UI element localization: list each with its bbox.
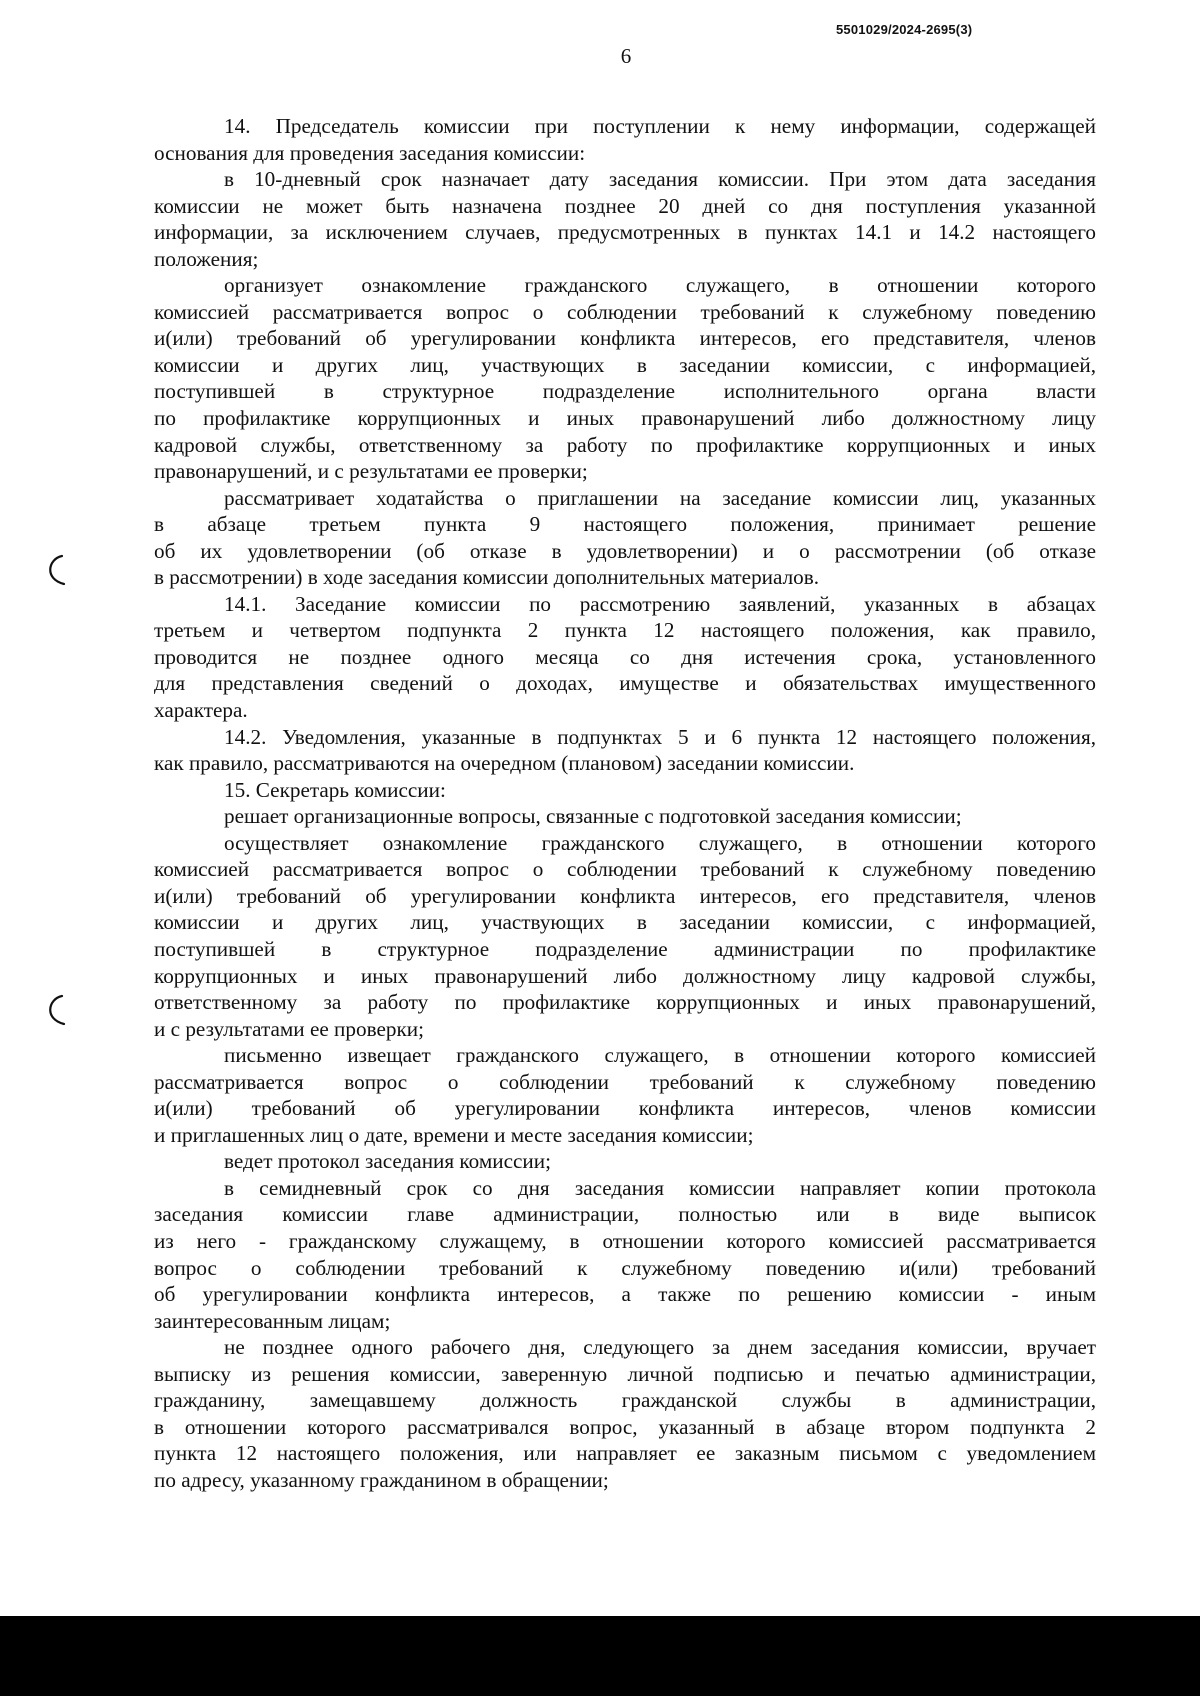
- text-line: осуществляет ознакомление гражданского служащего, в отношении которого: [224, 830, 1096, 855]
- margin-bracket-mark: [40, 993, 68, 1027]
- text-line: комиссии не может быть назначена позднее 20 дней со дня поступления указанной: [154, 193, 1096, 218]
- text-line: комиссии и других лиц, участвующих в заседании комиссии, с информацией,: [154, 352, 1096, 377]
- text-line: 14. Председатель комиссии при поступлении к нему информации, содержащей: [224, 114, 1096, 138]
- paragraph: [154, 1175, 1096, 1334]
- paragraph: [154, 803, 1096, 830]
- text-line: поступившей в структурное подразделение исполнительного органа власти: [154, 379, 1096, 404]
- text-line: и с результатами ее проверки;: [154, 1016, 424, 1041]
- paragraph: [154, 272, 1096, 484]
- text-line: ответственному за работу по профилактике коррупционных и иных правонарушений,: [154, 990, 1096, 1015]
- text-line: в отношении которого рассматривался вопрос, указанный в абзаце втором подпункта 2: [154, 1414, 1096, 1439]
- text-line: об их удовлетворении (об отказе в удовлетворении) и о рассмотрении (об отказе: [154, 538, 1096, 563]
- text-line: информации, за исключением случаев, предусмотренных в пунктах 14.1 и 14.2 настоящего: [154, 220, 1096, 245]
- text-line: вопрос о соблюдении требований к служебному поведению и(или) требований: [154, 1255, 1096, 1280]
- text-line: комиссией рассматривается вопрос о соблюдении требований к служебному поведению: [154, 857, 1096, 882]
- text-line: в семидневный срок со дня заседания комиссии направляет копии протокола: [224, 1175, 1096, 1200]
- text-line: правонарушений, и с результатами ее проверки;: [154, 459, 588, 484]
- text-line: и(или) требований об урегулировании конфликта интересов, членов комиссии: [154, 1096, 1096, 1121]
- paragraph: [154, 113, 1096, 166]
- text-line: организует ознакомление гражданского служащего, в отношении которого: [224, 273, 1096, 298]
- text-line: пункта 12 настоящего положения, или направляет ее заказным письмом с уведомлением: [154, 1441, 1096, 1466]
- paragraph: [154, 777, 1096, 804]
- text-line: комиссией рассматривается вопрос о соблюдении требований к служебному поведению: [154, 299, 1096, 324]
- text-line: заинтересованным лицам;: [154, 1308, 391, 1333]
- paragraph: [154, 1334, 1096, 1493]
- page-number: 6: [620, 44, 632, 68]
- text-line: рассматривается вопрос о соблюдении требований к служебному поведению: [154, 1069, 1096, 1094]
- text-line: характера.: [154, 698, 248, 723]
- document-body: [154, 113, 1096, 1493]
- text-line: гражданину, замещавшему должность гражданской службы в администрации,: [154, 1388, 1096, 1413]
- paragraph: [154, 830, 1096, 1042]
- text-line: 14.2. Уведомления, указанные в подпунктах 5 и 6 пункта 12 настоящего положения,: [224, 724, 1096, 749]
- text-line: рассматривает ходатайства о приглашении на заседание комиссии лиц, указанных: [224, 485, 1096, 510]
- scan-border: [0, 1616, 1200, 1696]
- text-line: и(или) требований об урегулировании конфликта интересов, его представителя, членов: [154, 883, 1096, 908]
- text-line: комиссии и других лиц, участвующих в заседании комиссии, с информацией,: [154, 910, 1096, 935]
- paragraph: [154, 1148, 1096, 1175]
- text-line: решает организационные вопросы, связанные с подготовкой заседания комиссии;: [224, 804, 962, 829]
- paragraph: [154, 166, 1096, 272]
- text-line: в рассмотрении) в ходе заседания комиссии дополнительных материалов.: [154, 565, 820, 590]
- text-line: об урегулировании конфликта интересов, а также по решению комиссии - иным: [154, 1282, 1096, 1307]
- text-line: основания для проведения заседания комиссии:: [154, 140, 586, 165]
- text-line: по адресу, указанному гражданином в обращении;: [154, 1467, 609, 1492]
- paragraph: [154, 591, 1096, 724]
- text-line: 15. Секретарь комиссии:: [224, 777, 446, 802]
- paragraph: [154, 1042, 1096, 1148]
- text-line: поступившей в структурное подразделение администрации по профилактике: [154, 936, 1096, 961]
- text-line: выписку из решения комиссии, заверенную личной подписью и печатью администрации,: [154, 1361, 1096, 1386]
- text-line: и(или) требований об урегулировании конфликта интересов, его представителя, членов: [154, 326, 1096, 351]
- text-line: не позднее одного рабочего дня, следующего за днем заседания комиссии, вручает: [224, 1335, 1096, 1360]
- text-line: в абзаце третьем пункта 9 настоящего положения, принимает решение: [154, 512, 1096, 537]
- text-line: по профилактике коррупционных и иных правонарушений либо должностному лицу: [154, 406, 1096, 431]
- text-line: коррупционных и иных правонарушений либо должностному лицу кадровой службы,: [154, 963, 1096, 988]
- text-line: письменно извещает гражданского служащего, в отношении которого комиссией: [224, 1043, 1096, 1068]
- text-line: для представления сведений о доходах, имуществе и обязательствах имущественного: [154, 671, 1096, 696]
- text-line: как правило, рассматриваются на очередном (плановом) заседании комиссии.: [154, 751, 855, 776]
- text-line: проводится не позднее одного месяца со дня истечения срока, установленного: [154, 644, 1096, 669]
- paragraph: [154, 485, 1096, 591]
- text-line: кадровой службы, ответственному за работу по профилактике коррупционных и иных: [154, 432, 1096, 457]
- text-line: третьем и четвертом подпункта 2 пункта 12 настоящего положения, как правило,: [154, 618, 1096, 643]
- text-line: заседания комиссии главе администрации, полностью или в виде выписок: [154, 1202, 1096, 1227]
- document-number: 5501029/2024-2695(3): [836, 22, 973, 37]
- text-line: положения;: [154, 246, 259, 271]
- text-line: 14.1. Заседание комиссии по рассмотрению заявлений, указанных в абзацах: [224, 591, 1096, 616]
- margin-bracket-mark: [40, 553, 68, 587]
- paragraph: [154, 724, 1096, 777]
- text-line: в 10-дневный срок назначает дату заседания комиссии. При этом дата заседания: [224, 167, 1096, 192]
- text-line: из него - гражданскому служащему, в отношении которого комиссией рассматривается: [154, 1228, 1096, 1253]
- text-line: ведет протокол заседания комиссии;: [224, 1149, 551, 1174]
- text-line: и приглашенных лиц о дате, времени и месте заседания комиссии;: [154, 1122, 754, 1147]
